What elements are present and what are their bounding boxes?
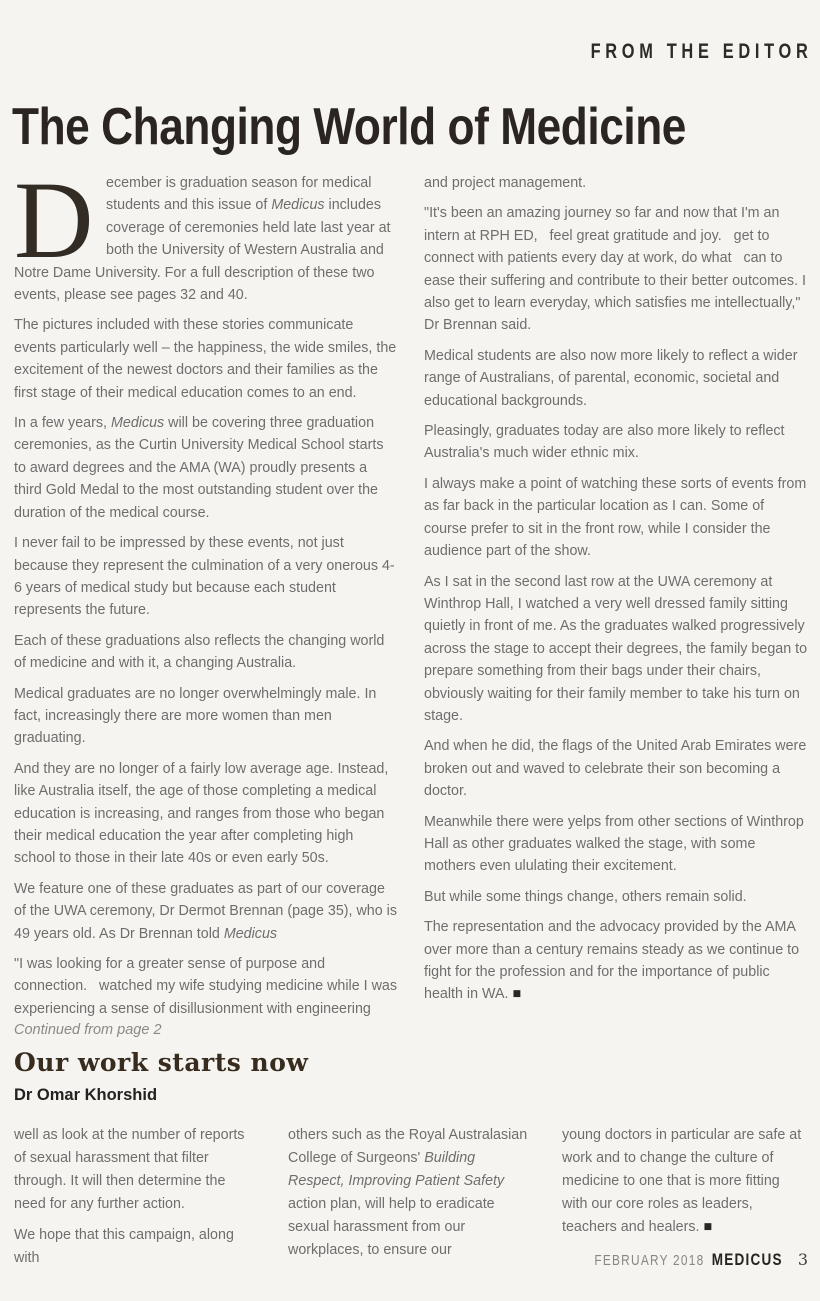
continued-from-label: Continued from page 2	[14, 1022, 162, 1038]
body-paragraph: The representation and the advocacy provided by the AMA over more than a century remains steady as we continue to fight for the profession and for the importance of public health in WA. ■	[424, 919, 804, 1003]
body-paragraph: Medical graduates are no longer overwhelmingly male. In fact, increasingly there are more women than men graduating.	[14, 685, 381, 747]
body-paragraph: others such as the Royal Australasian College of Surgeons' Building Respect, Improving Patient Safety action plan, will help to eradicate sexual harassment from our workplaces, to ensure our	[288, 1127, 532, 1258]
body-paragraph: We hope that this campaign, along with	[14, 1227, 238, 1266]
body-paragraph: We feature one of these graduates as part of our coverage of the UWA ceremony, Dr Dermot Brennan (page 35), who is 49 years old. As Dr Brennan told Medicus	[14, 880, 401, 942]
section-kicker: FROM THE EDITOR	[590, 40, 812, 63]
page-footer	[553, 1250, 808, 1270]
body-paragraph: But while some things change, others remain solid.	[424, 888, 747, 905]
paragraph-text: ecember is graduation season for medical students and this issue of Medicus includes coverage of ceremonies held late last year at both the University of Western Australia and Notre Dame University. For a full description of these two events, please see pages 32 and 40.	[14, 175, 395, 304]
continued-article	[14, 1022, 808, 1278]
body-paragraph: And when he did, the flags of the United Arab Emirates were broken out and waved to celebrate their son becoming a doctor.	[424, 738, 811, 800]
body-paragraph: Meanwhile there were yelps from other sections of Winthrop Hall as other graduates walked the stage, with some mothers even ululating their excitement.	[424, 813, 808, 875]
body-paragraph: well as look at the number of reports of sexual harassment that filter through. It will then determine the need for any further action.	[14, 1127, 249, 1212]
footer-magazine-name: MEDICUS	[711, 1251, 783, 1269]
body-paragraph: Each of these graduations also reflects the changing world of medicine and with it, a changing Australia.	[14, 632, 389, 672]
body-paragraph: "It's been an amazing journey so far and now that I'm an intern at RPH ED, feel great gratitude and joy. get to connect with patients every day at work, do what can to ease their suffering and contribute to their better outcomes. I also get to learn everyday, which satisfies me intellectually," Dr Brennan said.	[424, 205, 810, 334]
body-paragraph	[14, 159, 398, 306]
body-paragraph: "I was looking for a greater sense of purpose and connection. watched my wife studying medicine while I was experiencing a sense of disillusionment with engineering	[14, 956, 402, 1017]
body-paragraph: I always make a point of watching these sorts of events from as far back in the particular location as I can. Some of course prefer to sit in the front row, while I consider the audience part of the show.	[424, 475, 811, 560]
continued-column-2	[288, 1124, 534, 1278]
body-paragraph: and project management.	[424, 175, 587, 191]
editor-article-columns	[14, 159, 812, 1028]
body-paragraph: The pictures included with these stories communicate events particularly well – the happiness, the wide smiles, the excitement of the newest doctors and their families as the first stage of their medical education comes to an end.	[14, 317, 401, 401]
editor-article-left-column	[14, 159, 402, 1028]
body-paragraph: young doctors in particular are safe at work and to change the culture of medicine to one that is more fitting with our core roles as leaders, teachers and healers. ■	[562, 1127, 806, 1235]
body-paragraph: I never fail to be impressed by these events, not just because they represent the culmination of a very onerous 4-6 years of medical study but because each student represents the future.	[14, 535, 395, 619]
body-paragraph: And they are no longer of a fairly low average age. Instead, like Australia itself, the age of those completing a medical education is increasing, and ranges from those who began their medical education the year after completing high school to those in their late 40s or even early 50s.	[14, 760, 393, 867]
body-paragraph: In a few years, Medicus will be covering three graduation ceremonies, as the Curtin University Medical School starts to award degrees and the AMA (WA) proudly presents a third Gold Medal to the most outstanding student over the duration of the medical course.	[14, 415, 388, 521]
article-title: The Changing World of Medicine	[12, 98, 686, 156]
footer-issue-date: FEBRUARY 2018	[594, 1253, 705, 1269]
drop-cap: D	[14, 159, 94, 281]
editor-article-right-column	[424, 172, 812, 1028]
continued-column-1	[14, 1124, 260, 1278]
body-paragraph: Medical students are also now more likely to reflect a wider range of Australians, of parental, economic, societal and educational backgrounds.	[424, 347, 802, 409]
body-paragraph: As I sat in the second last row at the UWA ceremony at Winthrop Hall, I watched a very well dressed family sitting quietly in front of me. As the graduates walked progressively across the stage to accept their degrees, the family began to prepare something from their bags under their chairs, obviously waiting for their family member to take his turn on stage.	[424, 573, 812, 724]
footer-page-number: 3	[797, 1250, 808, 1269]
body-paragraph: Pleasingly, graduates today are also more likely to reflect Australia's much wider ethnic mix.	[424, 423, 788, 462]
footer-issue-and-magazine	[594, 1251, 782, 1270]
continued-article-author: Dr Omar Khorshid	[14, 1086, 158, 1104]
continued-article-title: Our work starts now	[14, 1048, 309, 1077]
